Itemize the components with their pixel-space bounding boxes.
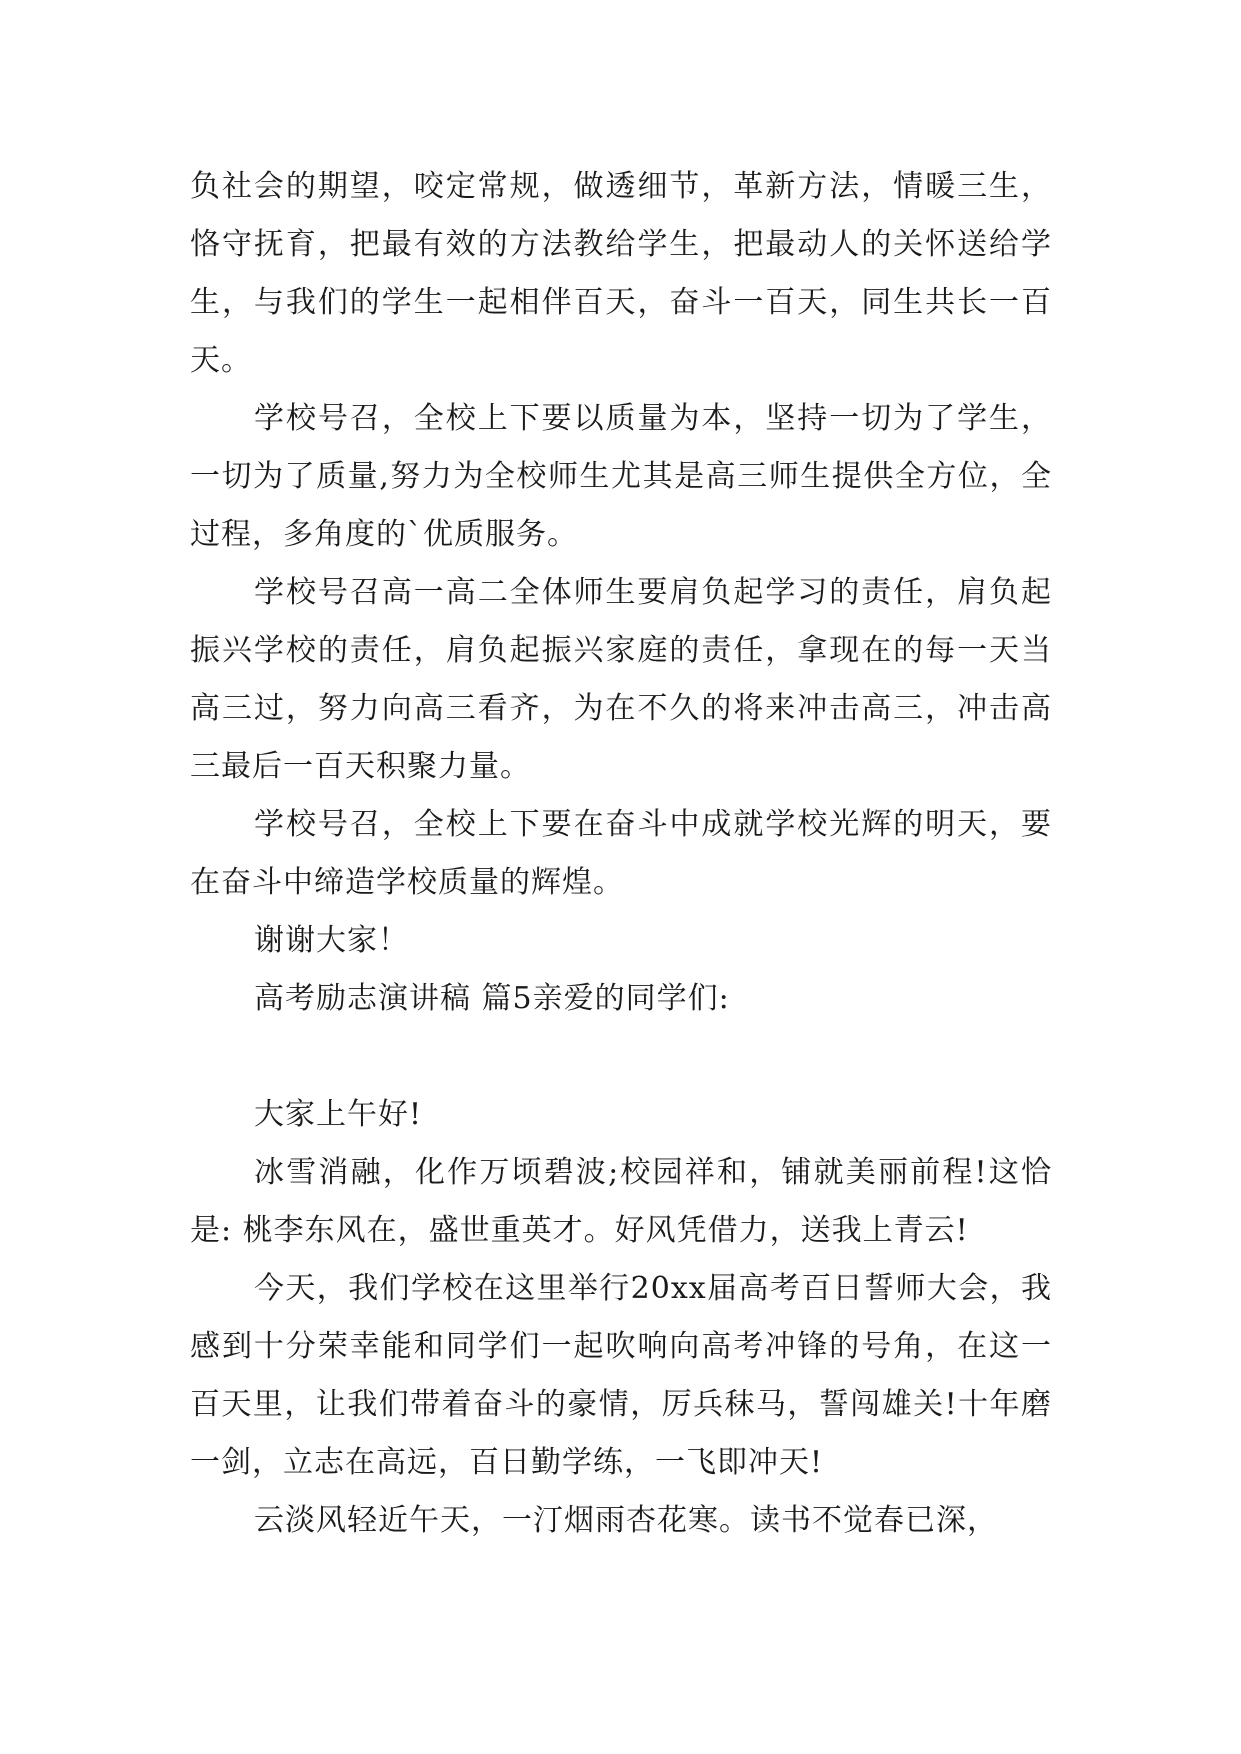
paragraph-poem: 云淡风轻近午天，一汀烟雨杏花寒。读书不觉春已深， <box>254 1503 998 1538</box>
paragraph-struggle-call: 学校号召，全校上下要在奋斗中成就学校光辉的明天，要在奋斗中缔造学校质量的辉煌。 <box>190 807 1052 900</box>
paragraph-grade-call: 学校号召高一高二全体师生要肩负起学习的责任，肩负起振兴学校的责任，肩负起振兴家庭的责任，拿现在的每一天当高三过，努力向高三看齐，为在不久的将来冲击高三，冲击高三最后一百天积聚力量。 <box>190 575 1052 784</box>
paragraph-ceremony: 今天，我们学校在这里举行20xx届高考百日誓师大会，我感到十分荣幸能和同学们一起吹响向高考冲锋的号角，在这一百天里，让我们带着奋斗的豪情，厉兵秣马，誓闯雄关!十年磨一剑，立志在高远，百日勤学练，一飞即冲天! <box>190 1271 1052 1480</box>
paragraph-thanks: 谢谢大家！ <box>254 923 409 958</box>
blank-line <box>190 1028 1052 1086</box>
paragraph-continuation: 负社会的期望，咬定常规，做透细节，革新方法，情暖三生，恪守抚育，把最有效的方法教给学生，把最动人的关怀送给学生，与我们的学生一起相伴百天，奋斗一百天，同生共长一百天。 <box>190 169 1052 378</box>
paragraph-quality-call: 学校号召，全校上下要以质量为本，坚持一切为了学生，一切为了质量,努力为全校师生尤其是高三师生提供全方位，全过程，多角度的`优质服务。 <box>190 401 1052 552</box>
document-body <box>190 158 1052 1550</box>
paragraph-opening: 冰雪消融，化作万顷碧波;校园祥和，铺就美丽前程!这恰是: 桃李东风在，盛世重英才。好风凭借力，送我上青云! <box>190 1155 1052 1248</box>
section-heading: 高考励志演讲稿 篇5亲爱的同学们: <box>254 981 730 1016</box>
paragraph-greeting: 大家上午好! <box>254 1097 423 1132</box>
